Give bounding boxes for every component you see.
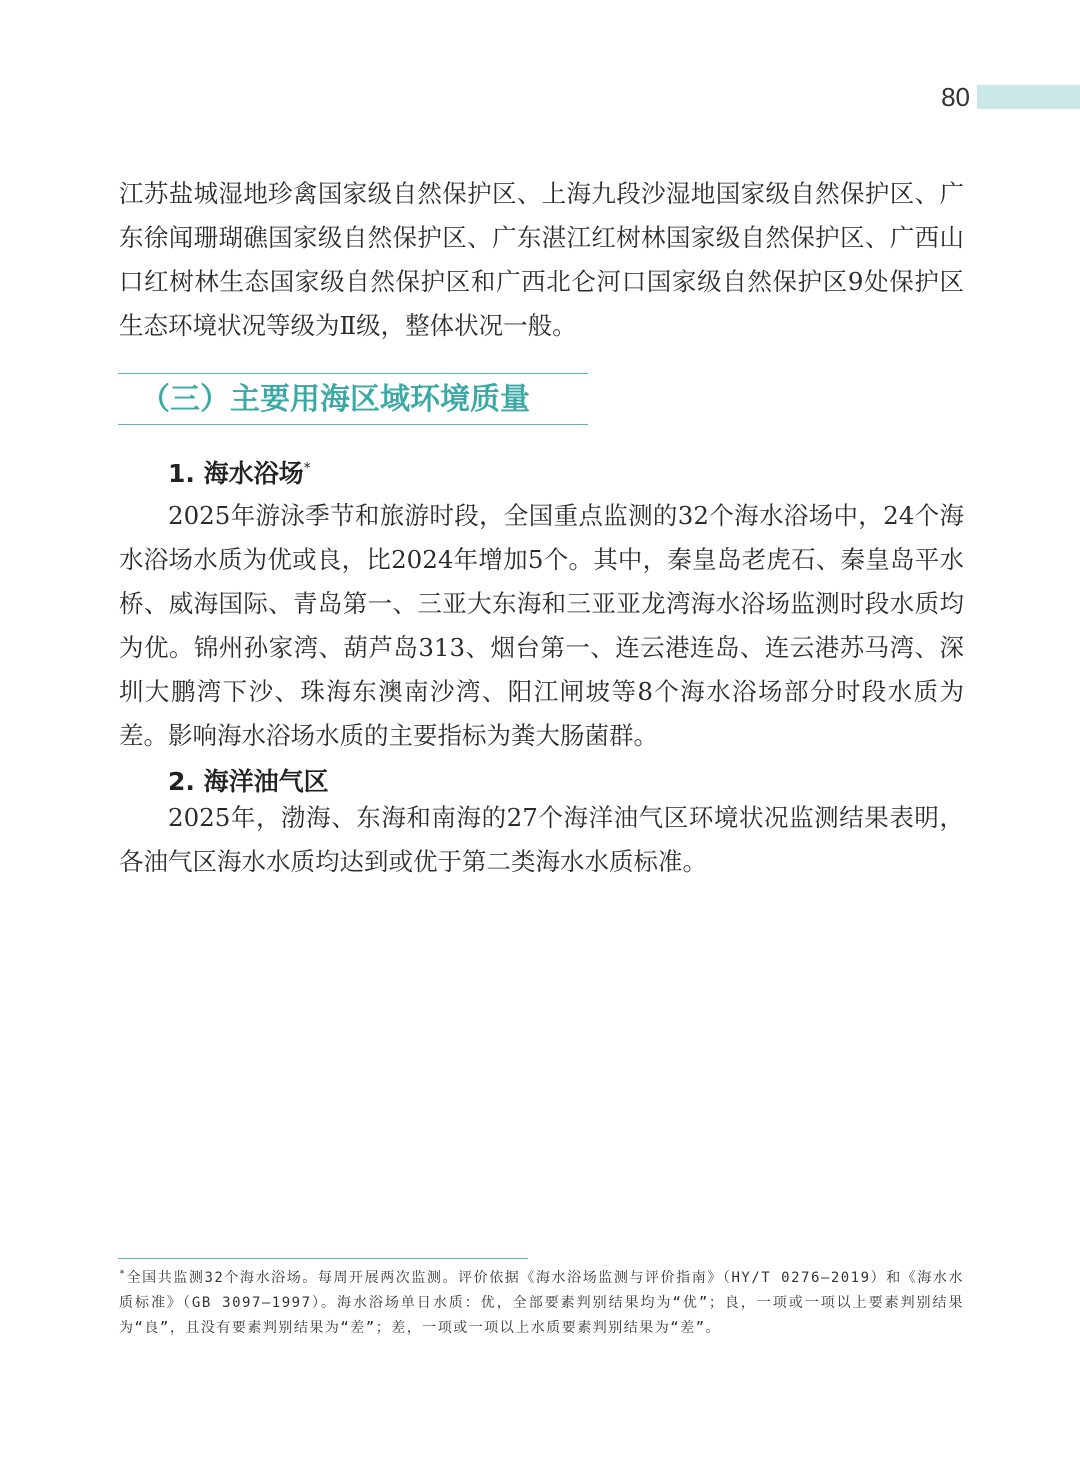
section-title: （三）主要用海区域环境质量 [140,382,530,417]
footnote [119,1266,964,1366]
section-rule-top [118,373,588,374]
section-rule-bottom [118,424,588,425]
bathing-beaches-paragraph: 2025年游泳季节和旅游时段，全国重点监测的32个海水浴场中，24个海水浴场水质为优或良，比2024年增加5个。其中，秦皇岛老虎石、秦皇岛平水桥、威海国际、青岛第一、三亚大东海和三亚亚龙湾海水浴场监测时段水质均为优。锦州孙家湾、葫芦岛313、烟台第一、连云港连岛、连云港苏马湾、深圳大鹏湾下沙、珠海东澳南沙湾、阳江闸坡等8个海水浴场部分时段水质为差。影响海水浴场水质的主要指标为粪大肠菌群。 [119,501,964,750]
footnote-divider [118,1258,528,1259]
heading-bathing-beaches [168,456,311,492]
page-tab-decoration [977,85,1080,109]
intro-paragraph: 江苏盐城湿地珍禽国家级自然保护区、上海九段沙湿地国家级自然保护区、广东徐闻珊瑚礁国家级自然保护区、广东湛江红树林国家级自然保护区、广西山口红树林生态国家级自然保护区和广西北仑河口国家级自然保护区9处保护区生态环境状况等级为Ⅱ级，整体状况一般。 [119,179,964,340]
footnote-mark: * [119,1268,127,1280]
footnote-body: 全国共监测32个海水浴场。每周开展两次监测。评价依据《海水浴场监测与评价指南》（HY/T 0276—2019）和《海水水质标准》（GB 3097—1997）。海水浴场单日水质：优，全部要素判别结果均为“优”；良，一项或一项以上要素判别结果为“良”，且没有要素判别结果为“差”；差，一项或一项以上水质要素判别结果为“差”。 [119,1270,964,1336]
page-number: 80 [941,82,970,112]
oil-gas-paragraph: 2025年，渤海、东海和南海的27个海洋油气区环境状况监测结果表明，各油气区海水水质均达到或优于第二类海水水质标准。 [119,803,964,876]
footnote-reference-mark: * [303,460,311,477]
heading-oil-gas-areas: 2. 海洋油气区 [168,767,329,796]
heading-bathing-beaches-label: 1. 海水浴场 [168,459,304,488]
